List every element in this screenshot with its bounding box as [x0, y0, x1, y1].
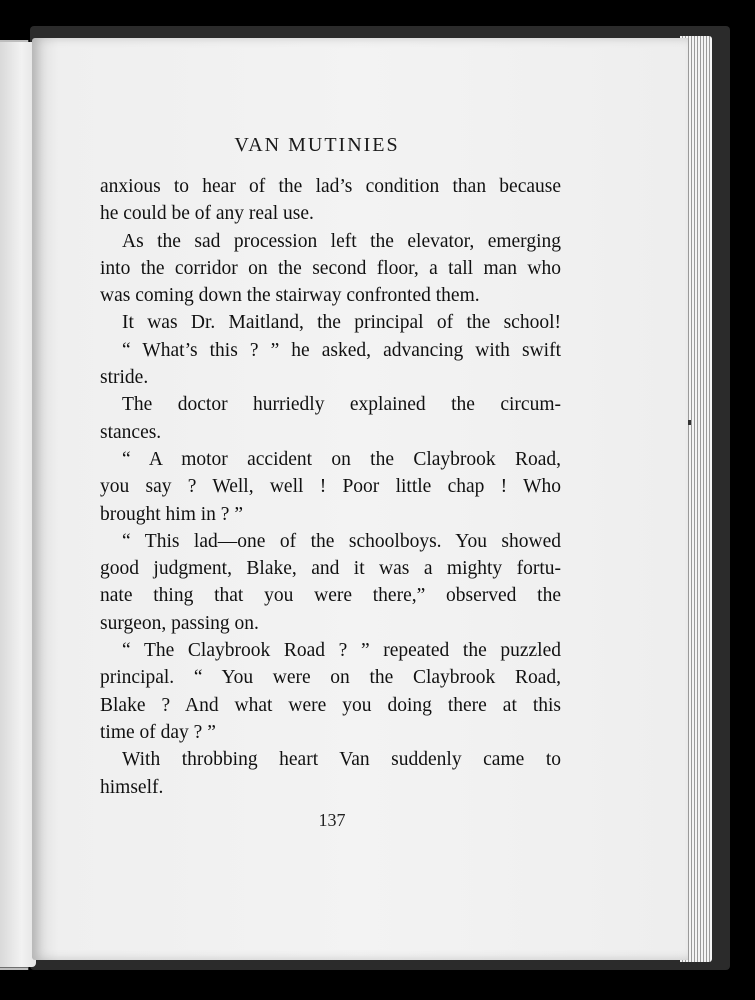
text-line: The doctor hurriedly explained the circum-	[122, 394, 561, 416]
text-line: Blake ? And what were you doing there at this	[100, 694, 561, 716]
text-line: nate thing that you were there,” observed the	[100, 585, 561, 607]
text-line: With throbbing heart Van suddenly came to	[122, 749, 561, 771]
text-line: stances.	[100, 421, 162, 443]
text-line: “ What’s this ? ” he asked, advancing with swift	[122, 339, 561, 361]
text-line: he could be of any real use.	[100, 203, 314, 225]
text-line: “ A motor accident on the Claybrook Road,	[122, 448, 561, 470]
text-line: you say ? Well, well ! Poor little chap ! Who	[100, 476, 561, 498]
body-text	[100, 173, 561, 801]
running-head: VAN MUTINIES	[234, 134, 400, 156]
book-page	[32, 38, 688, 960]
text-line: principal. “ You were on the Claybrook Road,	[100, 667, 561, 689]
text-line: time of day ? ”	[100, 721, 216, 743]
text-line: was coming down the stairway confronted them.	[100, 285, 480, 307]
text-line: into the corridor on the second floor, a tall man who	[100, 257, 561, 279]
text-line: It was Dr. Maitland, the principal of the school!	[122, 312, 561, 334]
text-line: good judgment, Blake, and it was a mighty fortu-	[100, 558, 561, 580]
left-page-edge	[0, 42, 36, 967]
text-line: brought him in ? ”	[100, 503, 243, 525]
page-number: 137	[318, 810, 346, 830]
text-line: “ This lad—one of the schoolboys. You showed	[122, 530, 561, 552]
text-line: himself.	[100, 776, 164, 798]
text-line: “ The Claybrook Road ? ” repeated the puzzled	[122, 640, 561, 662]
text-line: stride.	[100, 367, 149, 389]
margin-mark	[688, 420, 691, 425]
text-line: surgeon, passing on.	[100, 612, 259, 634]
text-line: As the sad procession left the elevator, emerging	[122, 230, 561, 252]
text-line: anxious to hear of the lad’s condition than because	[100, 176, 561, 197]
